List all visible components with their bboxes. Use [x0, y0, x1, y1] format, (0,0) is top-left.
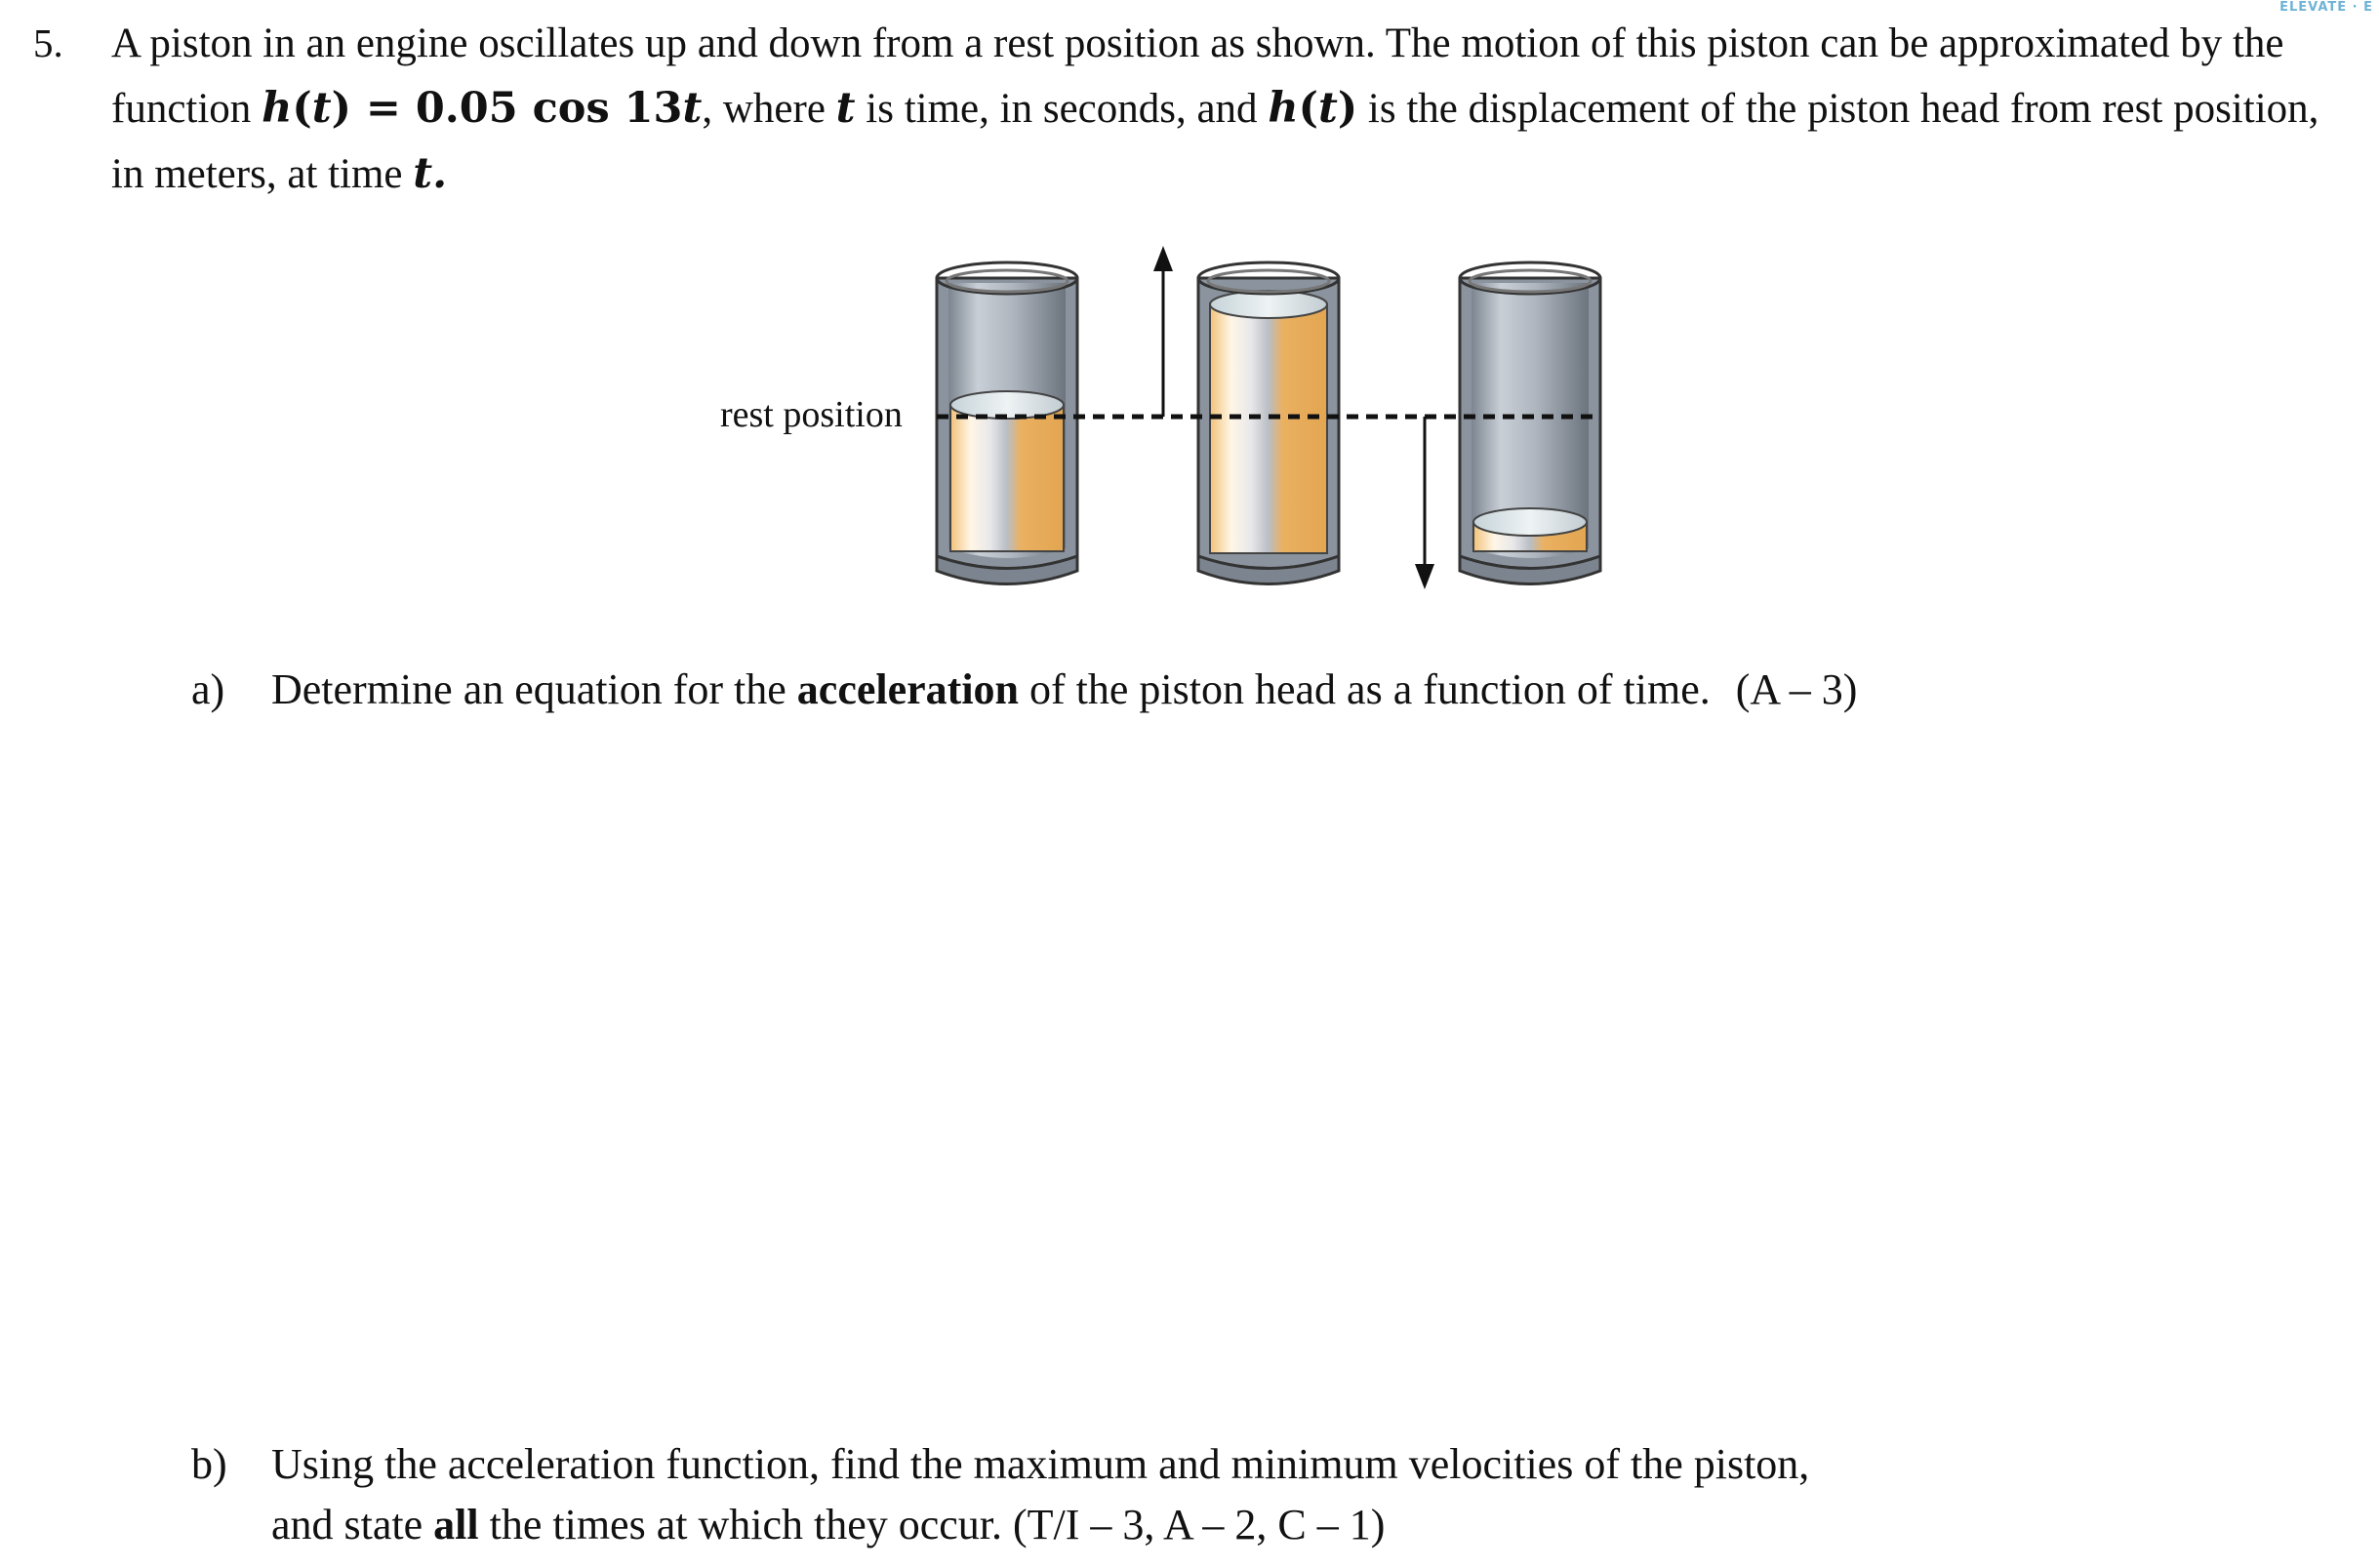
question-stem [111, 12, 2356, 207]
down-arrow [1415, 417, 1434, 589]
part-b-line-1: Using the acceleration function, find the maximum and minimum velocities of the piston, [271, 1440, 1810, 1488]
part-b-letter: b) [191, 1440, 227, 1488]
cylinder-rest [937, 262, 1077, 584]
cylinder-down [1460, 262, 1600, 584]
part-b-bold: all [433, 1501, 479, 1548]
stem-text-4: is the displacement of the piston head from rest position, in meters, at time [111, 86, 2319, 197]
piston-diagram [703, 234, 1620, 605]
var-t: t [835, 84, 856, 133]
var-h-of-t: h(t) [1268, 84, 1358, 133]
part-a-text-2: of the piston head as a function of time. [1019, 665, 1711, 713]
part-a-letter: a) [191, 665, 225, 713]
part-a-marks: (A – 3) [1735, 665, 1858, 713]
question-number: 5. [33, 20, 63, 65]
part-a-bold: acceleration [796, 665, 1020, 713]
up-arrow [1153, 246, 1173, 417]
stem-text-1: A piston in an engine oscillates up and down from a rest position as shown. The motion of this piston can be approximated by the function [111, 20, 2284, 132]
watermark-logo: ELEVATE · E [2279, 0, 2373, 15]
var-t-end: t. [413, 149, 448, 198]
part-b [191, 1434, 1809, 1555]
rest-position-label: rest position [720, 394, 903, 435]
part-a [191, 660, 1857, 720]
formula: h(t) = 0.05 cos 13t [262, 84, 703, 133]
stem-text-2: , where [702, 86, 836, 132]
cylinder-up [1198, 262, 1339, 584]
stem-text-3: is time, in seconds, and [855, 86, 1269, 132]
part-b-line-2: and state all the times at which they occur. (T/I – 3, A – 2, C – 1) [271, 1501, 1386, 1548]
part-a-text-1: Determine an equation for the [271, 665, 797, 713]
